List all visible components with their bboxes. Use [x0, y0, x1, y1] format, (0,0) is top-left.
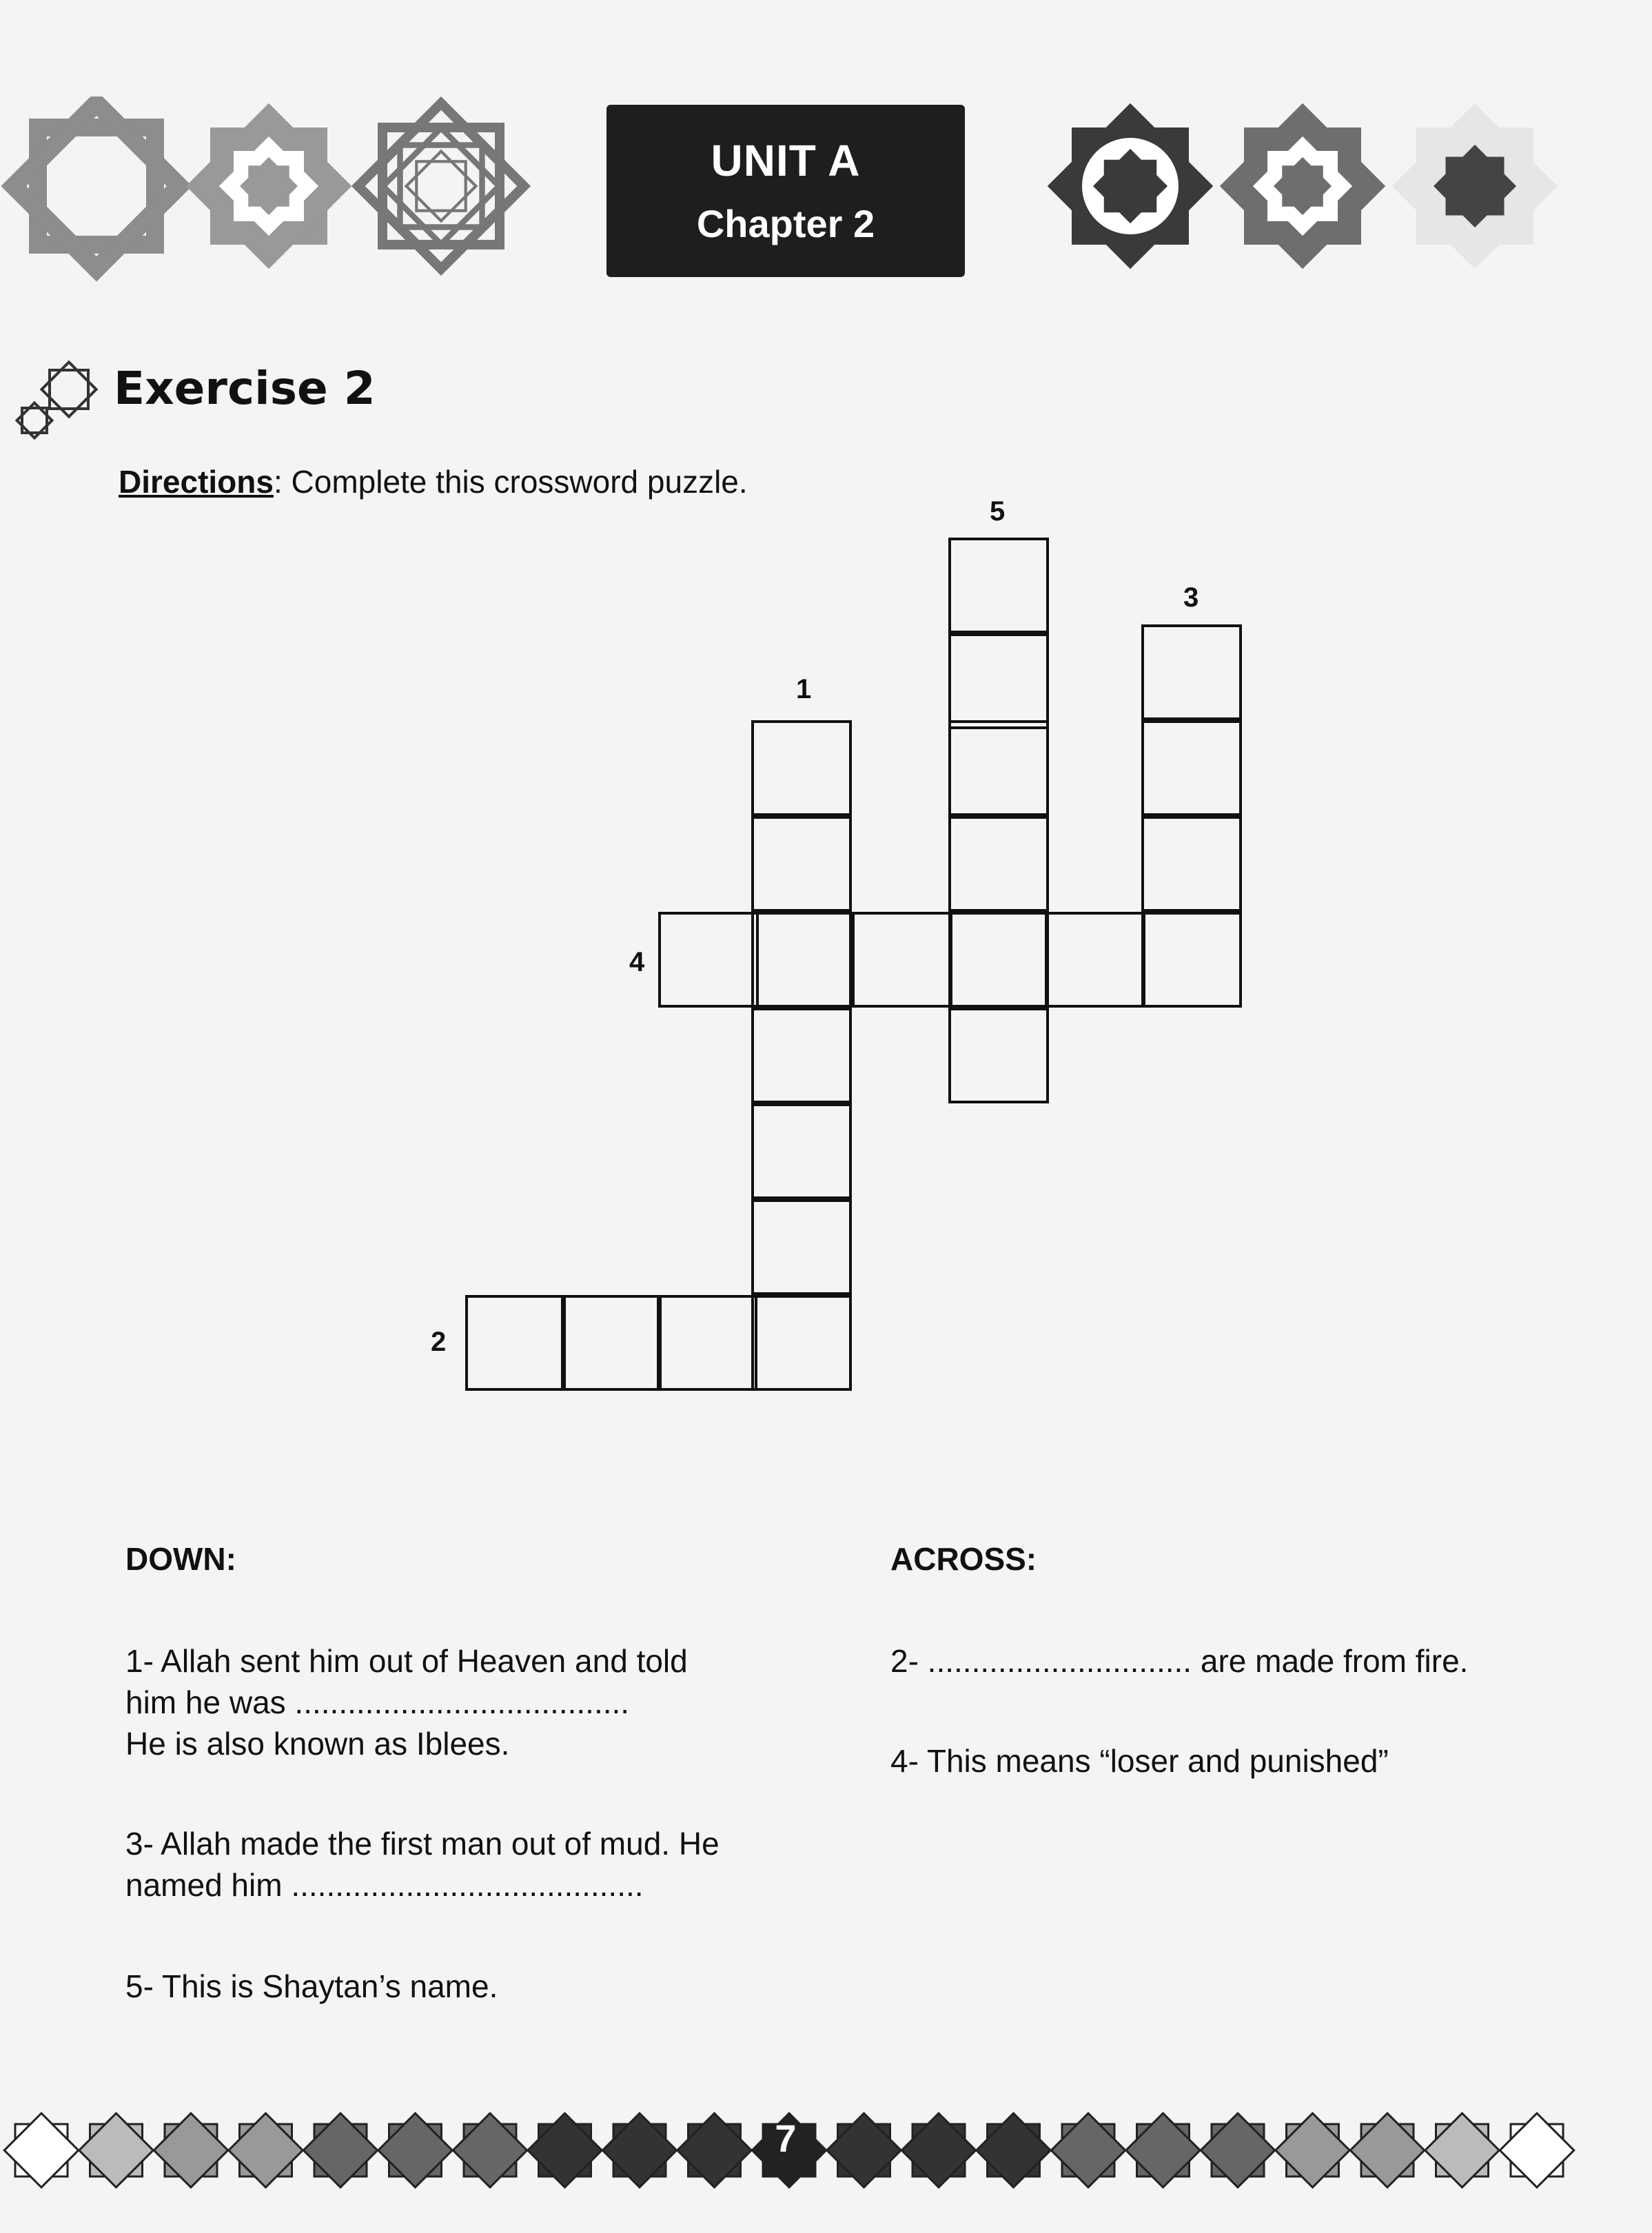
footer-star-icon: [1500, 2113, 1573, 2187]
down-clue-5: 5- This is Shaytan’s name.: [125, 1968, 498, 2004]
clue-number-4: 4: [629, 947, 645, 977]
down-heading: DOWN:: [125, 1541, 236, 1577]
chapter-title: Chapter 2: [696, 202, 875, 245]
crossword-cell[interactable]: [948, 1008, 1049, 1103]
across-clue-4: 4- This means “loser and punished”: [890, 1743, 1389, 1779]
footer-star-icon: [827, 2113, 901, 2187]
crossword-cell[interactable]: [751, 720, 852, 816]
footer-star-icon: [528, 2113, 602, 2187]
exercise-title: Exercise 2: [114, 362, 376, 415]
footer-star-icon: [1051, 2113, 1125, 2187]
crossword-cell[interactable]: [1045, 912, 1145, 1008]
ornament-tile-4: [1048, 103, 1213, 269]
page-number: 7: [775, 2117, 797, 2160]
ornament-tile-2: [186, 103, 351, 269]
footer-star-icon: [154, 2113, 227, 2187]
crossword-cell[interactable]: [1141, 720, 1242, 816]
footer-star-icon: [4, 2113, 78, 2187]
crossword-cell[interactable]: [751, 816, 852, 912]
crossword-cell[interactable]: [948, 720, 1049, 816]
clue-number-5: 5: [990, 496, 1006, 527]
crossword-cell[interactable]: [1141, 624, 1242, 720]
crossword-cell[interactable]: [948, 816, 1049, 912]
crossword-cell[interactable]: [948, 538, 1049, 633]
across-clue-2: 2- .............................. are made from fire.: [890, 1643, 1469, 1679]
footer-star-icon: [602, 2113, 676, 2187]
clue-number-3: 3: [1183, 582, 1199, 613]
footer-star-icon: [677, 2113, 751, 2187]
clue-number-1: 1: [796, 674, 812, 704]
footer-star-icon: [977, 2113, 1050, 2187]
crossword-cell[interactable]: [658, 912, 759, 1008]
crossword-cell[interactable]: [751, 1103, 852, 1199]
crossword-cell[interactable]: [751, 912, 852, 1008]
crossword-cell[interactable]: [657, 1295, 757, 1391]
footer-star-icon: [1350, 2113, 1424, 2187]
crossword-cell[interactable]: [751, 1008, 852, 1103]
crossword-cell[interactable]: [465, 1295, 566, 1391]
down-clue-3: 3- Allah made the first man out of mud. He named him ........................................: [125, 1826, 720, 1903]
clue-number-2: 2: [431, 1327, 447, 1357]
footer-star-icon: [229, 2113, 303, 2187]
crossword-cell[interactable]: [1141, 912, 1242, 1008]
unit-chapter-banner: [606, 105, 965, 277]
crossword-cell[interactable]: [948, 633, 1049, 729]
footer-star-icon: [79, 2113, 153, 2187]
ornament-tile-6: [1392, 103, 1558, 269]
crossword-cell[interactable]: [751, 1199, 852, 1295]
directions-label: Directions: [119, 464, 274, 500]
ornament-tile-5: [1220, 103, 1385, 269]
directions-text: : Complete this crossword puzzle.: [273, 464, 748, 500]
ornament-tile-1: [14, 103, 179, 269]
footer-star-icon: [1201, 2113, 1274, 2187]
footer-star-icon: [1276, 2113, 1349, 2187]
crossword-cell[interactable]: [1141, 816, 1242, 912]
ornament-tile-3: [358, 103, 524, 269]
across-heading: ACROSS:: [890, 1541, 1037, 1577]
down-clue-1: 1- Allah sent him out of Heaven and told him he was ...................................... He is also known as Iblees.: [125, 1643, 688, 1762]
footer-ornament-strip: [0, 2095, 1652, 2205]
crossword-cell[interactable]: [751, 1295, 852, 1391]
crossword-cell[interactable]: [948, 912, 1049, 1008]
crossword-cell[interactable]: [561, 1295, 662, 1391]
footer-star-icon: [1425, 2113, 1499, 2187]
footer-star-icon: [303, 2113, 377, 2187]
footer-star-icon: [453, 2113, 527, 2187]
unit-title: UNIT A: [711, 136, 861, 185]
directions: [119, 463, 748, 500]
footer-star-icon: [378, 2113, 452, 2187]
footer-star-icon: [901, 2113, 975, 2187]
flower-star-icon: [14, 358, 103, 441]
crossword-cell[interactable]: [852, 912, 952, 1008]
footer-star-icon: [1126, 2113, 1200, 2187]
